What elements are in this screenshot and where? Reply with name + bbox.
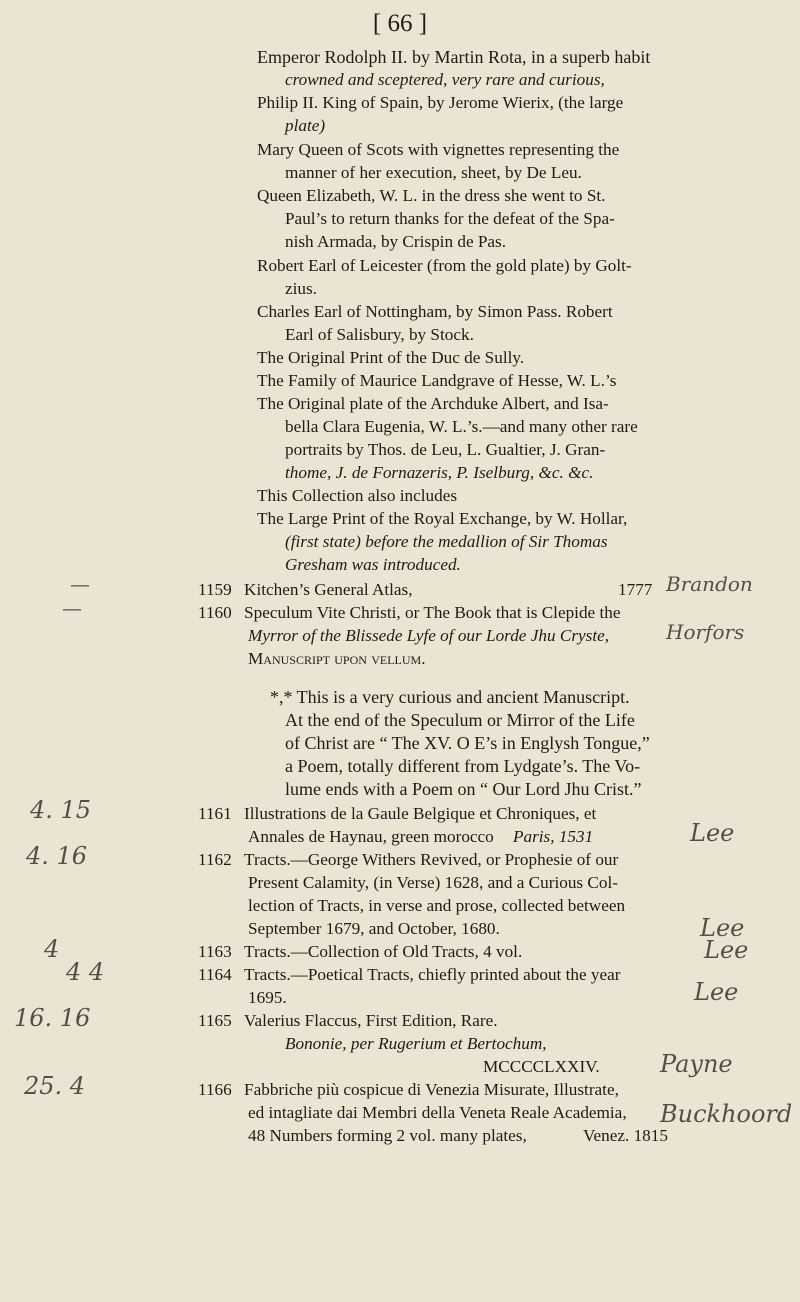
continuation-line: Paul’s to return thanks for the defeat of the Spa-	[285, 209, 615, 228]
continuation-line: manner of her execution, sheet, by De Leu.	[285, 163, 582, 182]
continuation-line: Charles Earl of Nottingham, by Simon Pass. Robert	[257, 302, 613, 321]
lot-line: Myrror of the Blissede Lyfe of our Lorde Jhu Cryste,	[248, 626, 610, 645]
handwritten-buyer: Lee	[694, 978, 739, 1006]
lot-1164	[198, 964, 621, 986]
continuation-line: The Family of Maurice Landgrave of Hesse, W. L.’s	[257, 371, 617, 390]
continuation-line: Queen Elizabeth, W. L. in the dress she went to St.	[257, 186, 606, 205]
lot-number: 1163	[198, 942, 232, 961]
lot-title: Fabbriche più cospicue di Venezia Misurate, Illustrate,	[244, 1080, 619, 1099]
continuation-line: This Collection also includes	[257, 486, 458, 505]
continuation-line: The Original Print of the Duc de Sully.	[257, 348, 525, 367]
handwritten-buyer: Brandon	[666, 572, 753, 596]
lot-line: September 1679, and October, 1680.	[248, 919, 500, 938]
continuation-line: thome, J. de Fornazeris, P. Iselburg, &c. &c.	[285, 463, 594, 482]
lot-date: 1777	[618, 580, 653, 599]
handwritten-buyer: Horfors	[666, 620, 745, 644]
lot-number: 1162	[198, 850, 232, 869]
lot-1159	[198, 579, 653, 601]
continuation-line: (first state) before the medallion of Sir Thomas	[285, 532, 608, 551]
note-line: a Poem, totally different from Lydgate’s. The Vo-	[285, 756, 641, 776]
handwritten-buyer: Lee	[704, 936, 749, 964]
lot-1163	[198, 941, 522, 963]
lot-line: lection of Tracts, in verse and prose, collected between	[248, 896, 626, 915]
lot-number: 1164	[198, 965, 232, 984]
lot-line: ed intagliate dai Membri della Veneta Reale Academia,	[248, 1103, 627, 1122]
lot-title: Speculum Vite Christi, or The Book that is Clepide the	[244, 603, 621, 622]
continuation-line: The Large Print of the Royal Exchange, by W. Hollar,	[257, 509, 628, 528]
continuation-line: Philip II. King of Spain, by Jerome Wierix, (the large	[257, 93, 624, 112]
lot-line: MCCCCLXXIV.	[483, 1057, 600, 1076]
continuation-line: The Original plate of the Archduke Albert, and Isa-	[257, 394, 609, 413]
continuation-line: plate)	[285, 116, 326, 135]
lot-number: 1159	[198, 580, 232, 599]
lot-title: Tracts.—George Withers Revived, or Prophesie of our	[244, 850, 619, 869]
continuation-line: Emperor Rodolph II. by Martin Rota, in a superb habit	[257, 47, 651, 67]
handwritten-price: 4. 16	[26, 842, 88, 870]
handwritten-price: 4	[44, 935, 60, 963]
lot-line-text: 48 Numbers forming 2 vol. many plates,	[248, 1126, 527, 1145]
lot-1160	[198, 602, 620, 624]
lot-line-text: Annales de Haynau, green morocco	[248, 827, 494, 846]
lot-line	[248, 648, 426, 670]
continuation-line: portraits by Thos. de Leu, L. Gualtier, J. Gran-	[285, 440, 606, 459]
handwritten-price: 16. 16	[14, 1004, 91, 1032]
lot-title: Illustrations de la Gaule Belgique et Chroniques, et	[244, 804, 597, 823]
lot-line-text: Manuscript upon vellum.	[248, 649, 426, 668]
lot-title: Valerius Flaccus, First Edition, Rare.	[244, 1011, 498, 1030]
lot-line: 1695.	[248, 988, 287, 1007]
continuation-line: Robert Earl of Leicester (from the gold plate) by Golt-	[257, 256, 632, 275]
lot-number: 1161	[198, 804, 232, 823]
continuation-line: crowned and sceptered, very rare and curious,	[285, 70, 605, 89]
handwritten-price: —	[70, 572, 90, 596]
lot-1161	[198, 803, 596, 825]
note-line: of Christ are “ The XV. O E’s in Englysh Tongue,”	[285, 733, 650, 753]
lot-imprint: Venez. 1815	[583, 1126, 668, 1145]
handwritten-price: 25. 4	[24, 1072, 86, 1100]
handwritten-price: 4. 15	[30, 796, 92, 824]
note-line: *,* This is a very curious and ancient Manuscript.	[270, 687, 630, 707]
handwritten-price: 4 4	[66, 958, 105, 986]
continuation-line: zius.	[285, 279, 317, 298]
continuation-line: bella Clara Eugenia, W. L.’s.—and many other rare	[285, 417, 638, 436]
continuation-line: nish Armada, by Crispin de Pas.	[285, 232, 507, 251]
lot-number: 1160	[198, 603, 232, 622]
handwritten-buyer: Buckhoord	[660, 1100, 793, 1128]
continuation-line: Earl of Salisbury, by Stock.	[285, 325, 474, 344]
lot-line: Bononie, per Rugerium et Bertochum,	[285, 1034, 547, 1053]
note-line: lume ends with a Poem on “ Our Lord Jhu Crist.”	[285, 779, 642, 799]
handwritten-buyer: Lee	[690, 819, 735, 847]
note-line: At the end of the Speculum or Mirror of the Life	[285, 710, 635, 730]
lot-title: Kitchen’s General Atlas,	[244, 580, 413, 599]
lot-imprint: Paris, 1531	[513, 827, 594, 846]
continuation-line: Mary Queen of Scots with vignettes representing the	[257, 140, 620, 159]
lot-1166	[198, 1079, 619, 1101]
lot-1162	[198, 849, 618, 871]
lot-title: Tracts.—Poetical Tracts, chiefly printed about the year	[244, 965, 621, 984]
lot-1165	[198, 1010, 498, 1032]
lot-title: Tracts.—Collection of Old Tracts, 4 vol.	[244, 942, 523, 961]
lot-line	[248, 1125, 668, 1147]
handwritten-buyer: Payne	[660, 1050, 733, 1078]
handwritten-buyer: Lee	[700, 914, 745, 942]
lot-line	[248, 826, 594, 848]
lot-number: 1166	[198, 1080, 232, 1099]
handwritten-price: —	[62, 596, 82, 620]
page-number: [ 66 ]	[372, 10, 428, 37]
continuation-line: Gresham was introduced.	[285, 555, 461, 574]
lot-number: 1165	[198, 1011, 232, 1030]
lot-line: Present Calamity, (in Verse) 1628, and a Curious Col-	[248, 873, 618, 892]
